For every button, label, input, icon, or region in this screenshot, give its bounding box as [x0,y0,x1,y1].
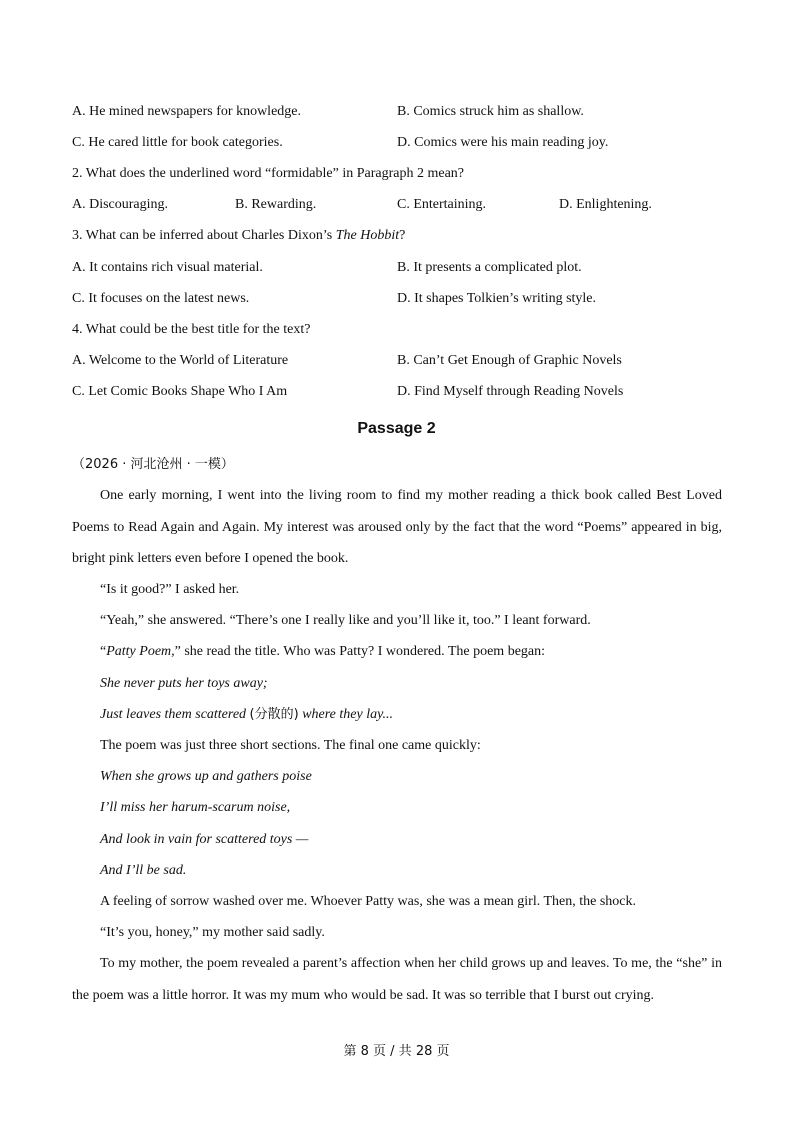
q2-option-b: B. Rewarding. [235,197,317,212]
q1-option-a: A. He mined newspapers for knowledge. [72,104,301,119]
paragraph-1-line-3: bright pink letters even before I opened the book. [72,551,349,566]
q2-option-d: D. Enlightening. [559,197,652,212]
poem-verse-3: When she grows up and gathers poise [100,769,312,784]
poem-verse-1: She never puts her toys away; [100,676,268,691]
q4-option-b: B. Can’t Get Enough of Graphic Novels [397,353,622,368]
paragraph-1-line-1: One early morning, I went into the living room to find my mother reading a thick book called Best Loved [100,488,722,503]
paragraph-6: A feeling of sorrow washed over me. Whoever Patty was, she was a mean girl. Then, the shock. [100,894,637,909]
q3-option-b: B. It presents a complicated plot. [397,260,582,275]
q1-option-c: C. He cared little for book categories. [72,135,283,150]
poem-verse-2: Just leaves them scattered (分散的) where they lay... [100,707,394,722]
q3-option-a: A. It contains rich visual material. [72,260,263,275]
paragraph-1-line-2: Poems to Read Again and Again. My interest was aroused only by the fact that the word “Poems” appeared in big, [72,520,722,535]
paragraph-8-line-1: To my mother, the poem revealed a parent’s affection when her child grows up and leaves. To me, the “she” in [100,956,722,971]
paragraph-2: “Is it good?” I asked her. [100,582,240,597]
paragraph-4: “Patty Poem,” she read the title. Who was Patty? I wondered. The poem began: [100,644,546,659]
q4-option-a: A. Welcome to the World of Literature [72,353,289,368]
paragraph-3: “Yeah,” she answered. “There’s one I really like and you’ll like it, too.” I leant forward. [100,613,591,628]
q3-stem: 3. What can be inferred about Charles Dixon’s The Hobbit? [72,228,406,243]
page-footer: 第 8 页 / 共 28 页 [343,1044,450,1059]
passage-title: Passage 2 [357,420,436,437]
gloss: (分散的) [249,707,299,722]
q4-option-c: C. Let Comic Books Shape Who I Am [72,384,288,399]
q2-option-a: A. Discouraging. [72,197,169,212]
q2-option-c: C. Entertaining. [397,197,487,212]
paragraph-7: “It’s you, honey,” my mother said sadly. [100,925,325,940]
passage-source: （2026 · 河北沧州 · 一模） [72,457,234,472]
q3-option-c: C. It focuses on the latest news. [72,291,250,306]
poem-verse-6: And I’ll be sad. [100,863,187,878]
poem-verse-4: I’ll miss her harum-scarum noise, [100,800,291,815]
q4-option-d: D. Find Myself through Reading Novels [397,384,624,399]
q2-stem: 2. What does the underlined word “formidable” in Paragraph 2 mean? [72,166,464,181]
paragraph-8-line-2: the poem was a little horror. It was my mum who would be sad. It was so terrible that I burst out crying. [72,988,655,1003]
q3-option-d: D. It shapes Tolkien’s writing style. [397,291,597,306]
q4-stem: 4. What could be the best title for the text? [72,322,311,337]
q1-option-b: B. Comics struck him as shallow. [397,104,584,119]
poem-verse-5: And look in vain for scattered toys — [100,832,309,847]
paragraph-5: The poem was just three short sections. The final one came quickly: [100,738,481,753]
q1-option-d: D. Comics were his main reading joy. [397,135,609,150]
